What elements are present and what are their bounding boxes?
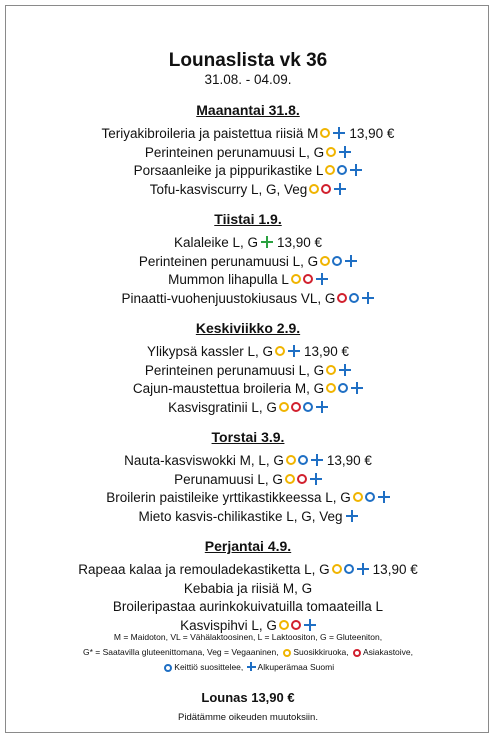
menu-item	[0, 399, 496, 418]
chef-recommends-icon	[164, 664, 172, 672]
menu-item	[0, 508, 496, 527]
day-title: Keskiviikko 2.9.	[195, 320, 301, 336]
favorite-icon	[286, 455, 296, 465]
day-title: Maanantai 31.8.	[196, 102, 300, 118]
menu-item	[0, 253, 496, 272]
origin-finland-icon	[362, 292, 374, 304]
menu-item	[0, 144, 496, 163]
customer-wish-icon	[291, 620, 301, 630]
favorite-icon	[279, 402, 289, 412]
menu-dates: 31.08. - 04.09.	[204, 72, 292, 87]
customer-wish-icon	[353, 649, 361, 657]
menu-item	[0, 489, 496, 508]
origin-finland-icon	[378, 491, 390, 503]
menu-item	[0, 598, 496, 617]
lunch-price: Lounas 13,90 €	[201, 690, 295, 705]
menu-item-price: 13,90 €	[277, 235, 323, 250]
menu-item-text: Teriyakibroileria ja paistettua riisiä M	[101, 126, 319, 141]
origin-finland-icon	[334, 183, 346, 195]
menu-item	[0, 234, 496, 253]
customer-wish-icon	[291, 402, 301, 412]
day-section	[0, 100, 496, 199]
menu-item	[0, 162, 496, 181]
legend-line-3	[0, 660, 496, 675]
day-title: Tiistai 1.9.	[214, 211, 282, 227]
day-section	[0, 209, 496, 308]
menu-item-text: Perinteinen perunamuusi L, G	[144, 144, 325, 160]
favorite-icon	[325, 165, 335, 175]
legend-text: Alkuperämaa Suomi	[257, 662, 335, 672]
chef-recommends-icon	[298, 455, 308, 465]
legend-text: Suosikkiruoka,	[293, 647, 349, 657]
menu-item	[0, 580, 496, 599]
menu-item-text: Rapeaa kalaa ja remouladekastiketta L, G	[78, 562, 330, 577]
legend-text: M = Maidoton, VL = Vähälaktoosinen, L = Laktoositon, G = Gluteeniton,	[113, 632, 383, 642]
chef-recommends-icon	[365, 492, 375, 502]
favorite-icon	[353, 492, 363, 502]
menu-item-text: Broilerin paistileike yrttikastikkeessa L, G	[106, 490, 351, 505]
menu-item	[0, 380, 496, 399]
menu-item-text: Pinaatti-vuohenjuustokiusaus VL, G	[121, 290, 336, 306]
legend-text: G* = Saatavilla gluteenittomana, Veg = Vegaaninen,	[82, 647, 279, 657]
origin-finland-icon	[311, 454, 323, 466]
favorite-icon	[283, 649, 291, 657]
legend-line-1	[0, 630, 496, 645]
favorite-icon	[291, 274, 301, 284]
chef-recommends-icon	[303, 402, 313, 412]
menu-item-text: Broileripastaa aurinkokuivatuilla tomaateilla L	[112, 599, 384, 614]
day-title: Perjantai 4.9.	[204, 538, 292, 554]
chef-recommends-icon	[332, 256, 342, 266]
note: Pidätämme oikeuden muutoksiin.	[178, 712, 318, 723]
menu-item	[0, 452, 496, 471]
customer-wish-icon	[303, 274, 313, 284]
menu-item-text: Ylikypsä kassler L, G	[146, 344, 273, 359]
menu-item-price: 13,90 €	[372, 562, 418, 577]
origin-finland-icon	[247, 662, 256, 671]
menu-item-text: Tofu-kasviscurry L, G, Veg	[149, 181, 308, 197]
menu-item-text: Kebabia ja riisiä M, G	[183, 580, 313, 596]
day-section	[0, 318, 496, 417]
menu-item-text: Kalaleike L, G	[173, 235, 258, 250]
favorite-icon	[332, 564, 342, 574]
menu-item	[0, 561, 496, 580]
origin-finland-icon	[333, 127, 345, 139]
favorite-icon	[326, 365, 336, 375]
day-title: Torstai 3.9.	[211, 429, 285, 445]
day-section	[0, 536, 496, 635]
menu-item	[0, 290, 496, 309]
menu-item-text: Nauta-kasviswokki M, L, G	[124, 453, 284, 468]
menu-item-text: Cajun-maustettua broileria M, G	[132, 381, 325, 396]
favorite-icon	[279, 620, 289, 630]
customer-wish-icon	[297, 474, 307, 484]
origin-finland-icon	[357, 563, 369, 575]
origin-finland-icon	[346, 510, 358, 522]
favorite-icon	[285, 474, 295, 484]
menu-item	[0, 125, 496, 144]
favorite-icon	[326, 147, 336, 157]
menu-item-text: Perinteinen perunamuusi L, G	[144, 362, 325, 378]
menu-item	[0, 362, 496, 381]
legend-line-2	[0, 645, 496, 660]
day-section	[0, 427, 496, 526]
menu-title: Lounaslista vk 36	[168, 50, 328, 71]
favorite-icon	[275, 346, 285, 356]
origin-finland-icon	[316, 401, 328, 413]
menu-item-text: Kasvisgratinii L, G	[168, 399, 277, 415]
customer-wish-icon	[321, 184, 331, 194]
menu-item-price: 13,90 €	[304, 344, 350, 359]
menu-item-text: Perunamuusi L, G	[174, 471, 283, 487]
favorite-icon	[320, 256, 330, 266]
origin-finland-icon	[351, 382, 363, 394]
favorite-icon	[320, 128, 330, 138]
origin-finland-icon	[350, 164, 362, 176]
menu-item-text: Porsaanleike ja pippurikastike L	[133, 163, 324, 178]
favorite-icon	[309, 184, 319, 194]
menu-item-price: 13,90 €	[326, 453, 372, 468]
legend-text: Asiakastoive,	[362, 647, 414, 657]
favorite-icon	[326, 383, 336, 393]
menu-item	[0, 271, 496, 290]
chef-recommends-icon	[344, 564, 354, 574]
origin-finland-icon	[339, 146, 351, 158]
customer-wish-icon	[337, 293, 347, 303]
legend	[0, 630, 496, 675]
origin-finland-icon	[261, 236, 273, 248]
chef-recommends-icon	[349, 293, 359, 303]
chef-recommends-icon	[338, 383, 348, 393]
menu-item-text: Perinteinen perunamuusi L, G	[138, 253, 319, 269]
menu-item	[0, 181, 496, 200]
menu-item-price: 13,90 €	[349, 126, 395, 141]
legend-text: Keittiö suosittelee,	[174, 662, 244, 672]
origin-finland-icon	[310, 473, 322, 485]
menu-item	[0, 343, 496, 362]
menu-item	[0, 471, 496, 490]
menu-item-text: Mummon lihapulla L	[168, 272, 289, 287]
origin-finland-icon	[316, 273, 328, 285]
origin-finland-icon	[339, 364, 351, 376]
menu-item-text: Kasvispihvi L, G	[180, 617, 277, 633]
menu-item-text: Mieto kasvis-chilikastike L, G, Veg	[138, 508, 343, 524]
menu-days	[0, 100, 496, 645]
chef-recommends-icon	[337, 165, 347, 175]
origin-finland-icon	[288, 345, 300, 357]
origin-finland-icon	[345, 255, 357, 267]
